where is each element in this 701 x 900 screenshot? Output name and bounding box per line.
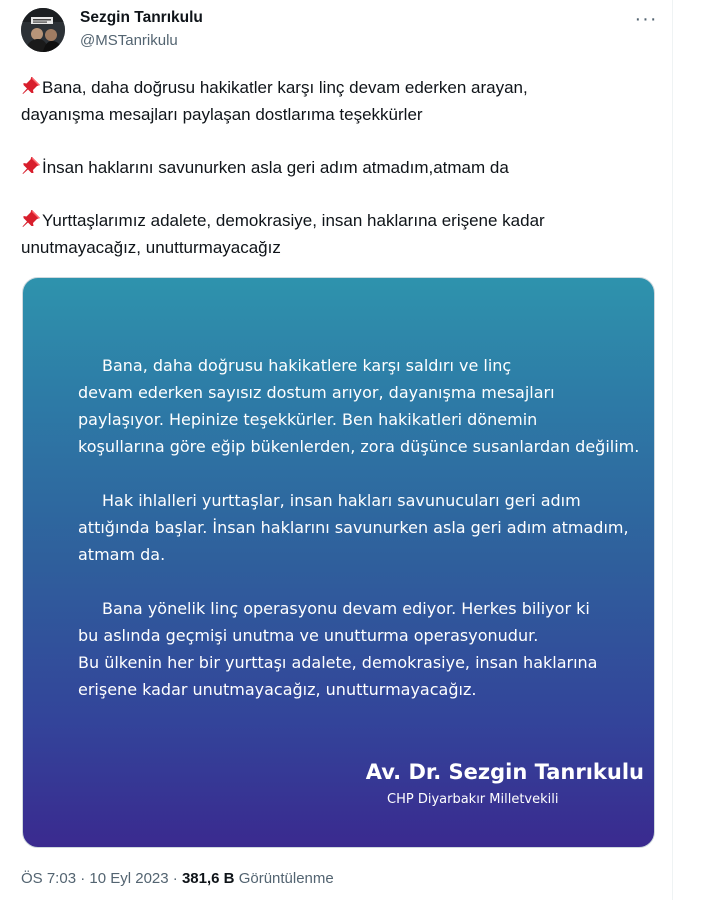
pushpin-icon xyxy=(21,210,42,228)
tweet-line: dayanışma mesajları paylaşan dostlarıma teşekkürler xyxy=(21,105,423,124)
statement-line: Bana yönelik linç operasyonu devam ediyor. Herkes biliyor ki xyxy=(102,599,590,618)
statement-line: devam ederken sayısız dostum arıyor, dayanışma mesajları xyxy=(78,383,555,402)
tweet-line: Bana, daha doğrusu hakikatler karşı linç devam ederken arayan, xyxy=(42,78,528,97)
views-label: Görüntülenme xyxy=(238,870,334,887)
tweet-text xyxy=(21,74,661,287)
statement-paragraph xyxy=(78,595,653,703)
statement-paragraph xyxy=(78,352,653,460)
pushpin-icon xyxy=(21,77,42,95)
author-name[interactable]: Sezgin Tanrıkulu xyxy=(80,9,203,26)
tweet-paragraph xyxy=(21,74,661,128)
signature-title: CHP Diyarbakır Milletvekili xyxy=(387,792,559,807)
statement-line: Bu ülkenin her bir yurttaşı adalete, demokrasiye, insan haklarına xyxy=(78,653,598,672)
tweet-line: unutmayacağız, unutturmayacağız xyxy=(21,238,281,257)
avatar-photo-icon xyxy=(21,8,65,52)
statement-line: bu aslında geçmişi unutma ve unutturma operasyonudur. xyxy=(78,626,539,645)
tweet-paragraph xyxy=(21,154,661,181)
tweet-paragraph xyxy=(21,207,661,261)
attached-image-card[interactable] xyxy=(22,277,655,848)
statement-line: Hak ihlalleri yurttaşlar, insan hakları savunucuları geri adım xyxy=(102,491,581,510)
tweet-line: İnsan haklarını savunurken asla geri adım atmadım,atmam da xyxy=(42,158,509,177)
statement-line: atmam da. xyxy=(78,545,166,564)
pushpin-icon xyxy=(21,157,42,175)
more-options-icon[interactable]: ··· xyxy=(634,7,658,30)
tweet-line: Yurttaşlarımız adalete, demokrasiye, insan haklarına erişene kadar xyxy=(42,211,545,230)
avatar[interactable] xyxy=(21,8,65,52)
statement-line: paylaşıyor. Hepinize teşekkürler. Ben hakikatleri dönemin xyxy=(78,410,538,429)
tweet-meta xyxy=(21,870,334,887)
statement-line: Bana, daha doğrusu hakikatlere karşı saldırı ve linç xyxy=(102,356,512,375)
statement-line: koşullarına göre eğip bükenlerden, zora düşünce susanlardan değilim. xyxy=(78,437,640,456)
author-handle[interactable]: @MSTanrikulu xyxy=(80,32,178,49)
statement-line: attığında başlar. İnsan haklarını savunurken asla geri adım atmadım, xyxy=(78,518,629,537)
column-divider xyxy=(672,0,673,900)
meta-separator: · xyxy=(80,870,86,887)
tweet-time[interactable]: ÖS 7:03 xyxy=(21,870,77,887)
signature-name: Av. Dr. Sezgin Tanrıkulu xyxy=(365,760,644,784)
statement-text xyxy=(78,352,653,730)
statement-paragraph xyxy=(78,487,653,568)
tweet-date[interactable]: 10 Eyl 2023 xyxy=(89,870,169,887)
statement-line: erişene kadar unutmayacağız, unutturmayacağız. xyxy=(78,680,477,699)
meta-separator: · xyxy=(172,870,178,887)
views-count: 381,6 B xyxy=(181,870,235,887)
